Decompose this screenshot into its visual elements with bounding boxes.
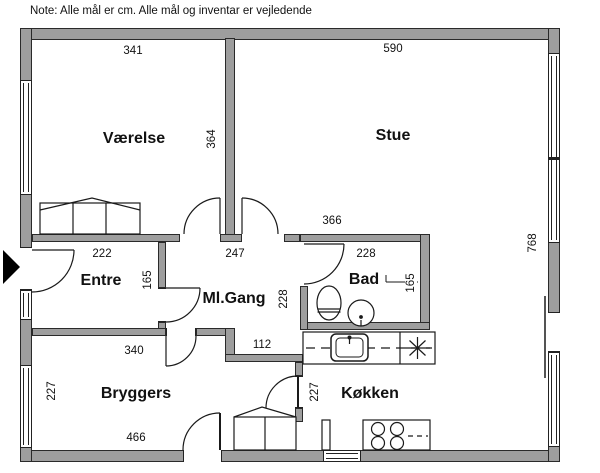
entrance-arrow-icon <box>3 250 20 284</box>
dim-facade-right: 768 <box>527 233 539 253</box>
stove-icon <box>363 420 430 450</box>
dim-vaerelse-width: 341 <box>123 45 143 57</box>
window-kokken-right <box>548 352 560 447</box>
wall-vaerelse-stue <box>225 38 235 236</box>
room-label-mlgang: Ml.Gang <box>202 290 266 307</box>
door-swing-bryggers-kokken <box>266 376 298 408</box>
door-swing-stue <box>242 198 278 234</box>
window-glass <box>326 453 358 459</box>
room-label-entre: Entre <box>80 272 122 289</box>
wall-exterior-top <box>20 28 560 40</box>
dim-bryggers-depth: 227 <box>46 381 58 401</box>
dim-kokken-depth: 227 <box>309 382 321 402</box>
window-glass <box>551 56 557 240</box>
door-opening-terrace-right <box>548 312 560 352</box>
wall-entre-gang-upper <box>158 242 166 288</box>
wall-gang-top-mid <box>220 234 242 242</box>
dim-stue-width: 590 <box>383 43 403 55</box>
window-entre-left <box>20 290 32 320</box>
wardrobe-vaerelse <box>40 198 140 234</box>
door-swing-bryggers-exterior <box>183 413 220 450</box>
door-opening-entrance <box>20 247 32 290</box>
dim-bad-depth: 165 <box>405 273 417 293</box>
window-bryggers-left <box>20 365 32 448</box>
wall-bad-left-lower <box>300 286 308 330</box>
dim-stue-wall: 366 <box>322 215 342 227</box>
window-stue-right <box>548 53 560 243</box>
cooktop-icon <box>405 337 430 359</box>
wall-gang-top-right <box>284 234 300 242</box>
dim-mlgang-depth: 228 <box>278 289 290 309</box>
dim-mlgang-bottom: 112 <box>252 339 272 351</box>
window-glass <box>551 355 557 444</box>
wall-bad-right <box>420 234 430 330</box>
door-swing-gang-bryggers <box>166 336 196 366</box>
door-swing-vaerelse <box>184 198 220 234</box>
wall-kokken-jamb-top <box>295 362 303 376</box>
door-swing-entrance <box>32 250 74 292</box>
room-label-kokken: Køkken <box>341 385 399 402</box>
door-opening-bryggers-kokken <box>295 376 303 408</box>
door-opening-entre-gang <box>158 288 166 322</box>
kitchen-counter <box>303 332 435 364</box>
wall-entre-top <box>32 234 180 242</box>
window-glass <box>23 368 29 445</box>
kitchen-sink-icon <box>331 334 368 361</box>
tall-cabinet <box>322 420 330 450</box>
dim-mlgang-width: 247 <box>225 248 245 260</box>
wall-gang-step-horiz <box>225 354 303 362</box>
toilet-icon <box>317 286 341 320</box>
window-mullion <box>549 157 559 160</box>
dim-entre-depth: 165 <box>142 270 154 290</box>
window-glass <box>23 83 29 192</box>
room-label-bryggers: Bryggers <box>100 385 172 402</box>
door-swing-bad <box>304 244 344 284</box>
window-kokken-bottom <box>323 450 361 462</box>
wardrobe-bryggers <box>234 407 296 450</box>
window-glass <box>23 293 29 317</box>
wall-exterior-bottom <box>20 450 560 462</box>
window-vaerelse-left <box>20 80 32 195</box>
dim-bryggers-top: 340 <box>124 345 144 357</box>
door-opening-gang-bryggers <box>166 328 196 336</box>
plan-note: Note: Alle mål er cm. Alle mål og inventar er vejledende <box>30 5 312 17</box>
door-swing-entre-gang <box>166 288 200 322</box>
dim-bad-width: 228 <box>356 248 376 260</box>
door-opening-bryggers-bottom <box>183 450 222 462</box>
room-label-stue: Stue <box>375 127 411 144</box>
dim-bryggers-bottom: 466 <box>126 432 146 444</box>
wall-bad-top <box>300 234 430 242</box>
dim-entre-width: 222 <box>92 248 112 260</box>
wall-kokken-jamb-bot <box>295 408 303 422</box>
wall-entre-bryggers <box>32 328 166 336</box>
dim-vaerelse-depth: 364 <box>206 129 218 149</box>
room-label-vaerelse: Værelse <box>102 130 166 147</box>
wall-bad-bottom <box>300 322 430 330</box>
room-label-bad: Bad <box>348 271 380 288</box>
